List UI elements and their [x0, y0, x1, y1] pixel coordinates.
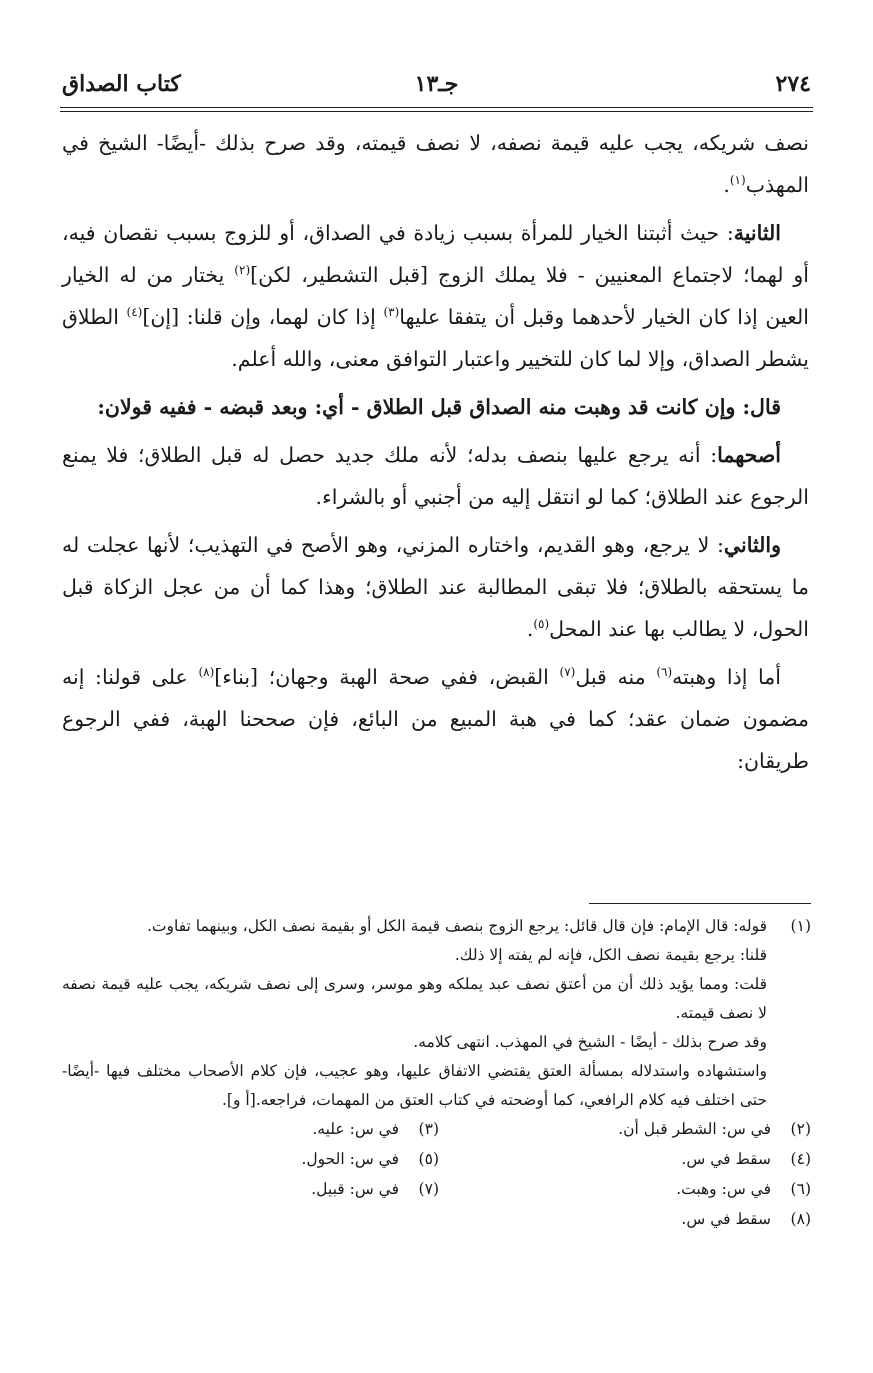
footnote-7	[311, 1175, 439, 1204]
footnote-3-text: في س: عليه.	[312, 1120, 399, 1138]
paragraph-5	[62, 524, 809, 650]
p2-text-d: الطلاق يشطر الصداق، وإلا لما كان للتخيير واعتبار التوافق معنى، والله أعلم.	[62, 305, 809, 371]
footnote-7-number: (٧)	[418, 1180, 439, 1198]
footnote-ref-4[interactable]: (٤)	[126, 305, 143, 320]
paragraph-1	[62, 122, 809, 206]
footnote-5-number: (٥)	[418, 1150, 439, 1168]
paragraph-6	[62, 656, 809, 782]
volume-number: جـ١٣	[414, 71, 459, 97]
p2-text-a: : حيث أثبتنا الخيار للمرأة بسبب زيادة في الصداق، أو للزوج بسبب نقصان فيه، أو لهما؛ لاجتماع المعنيين - فلا يملك الزوج [قبل التشطير، لكن]	[62, 221, 809, 287]
p4-lead: أصحهما	[717, 443, 781, 467]
p6-text-d: على قولنا: إنه مضمون ضمان عقد؛ كما في هبة المبيع من البائع، فإن صححنا الهبة، ففي الرجوع طريقان:	[62, 665, 809, 773]
footnote-ref-5[interactable]: (٥)	[533, 617, 550, 632]
running-header	[60, 64, 813, 104]
footnote-row	[62, 1145, 811, 1175]
footnote-1-line: قلت: ومما يؤيد ذلك أن من أعتق نصف عبد يملكه وهو موسر، وسرى إلى نصف شريكه، يجب عليه قيمة نصفه لا نصف قيمته.	[62, 975, 767, 1022]
footnote-1	[62, 912, 811, 1115]
footnote-8-number: (٨)	[790, 1210, 811, 1228]
footnote-3	[312, 1115, 439, 1144]
p1-text: نصف شريكه، يجب عليه قيمة نصفه، لا نصف قيمته، وقد صرح بذلك -أيضًا- الشيخ في المهذب	[62, 131, 809, 197]
book-title: كتاب الصداق	[62, 71, 181, 97]
p5-lead: والثاني	[723, 533, 781, 557]
header-rule-thick	[60, 111, 813, 112]
footnote-1-number: (١)	[790, 917, 811, 935]
footnote-4-text: سقط في س.	[681, 1150, 771, 1168]
p6-text-b: منه قبل	[575, 665, 657, 689]
footnote-ref-6[interactable]: (٦)	[656, 665, 673, 680]
header-rule-thin	[60, 107, 813, 108]
p2-text-b: يختار من له الخيار العين إذا كان الخيار لأحدهما وقبل أن يتفقا عليها	[62, 263, 809, 329]
footnote-4	[681, 1145, 811, 1174]
footnote-row	[62, 1115, 811, 1145]
footnote-8-text: سقط في س.	[681, 1210, 771, 1228]
footnote-ref-2[interactable]: (٢)	[234, 263, 251, 278]
p5-end: .	[526, 617, 534, 641]
footnote-3-number: (٣)	[418, 1120, 439, 1138]
footnote-ref-1[interactable]: (١)	[729, 173, 746, 188]
footnote-8	[681, 1205, 811, 1234]
footnote-4-number: (٤)	[790, 1150, 811, 1168]
p6-text-a: أما إذا وهبته	[672, 665, 781, 689]
footnote-ref-8[interactable]: (٨)	[198, 665, 215, 680]
p5-text: : لا يرجع، وهو القديم، واختاره المزني، وهو الأصح في التهذيب؛ لأنها عجلت له ما يستحقه بالطلاق؛ فلا تبقى المطالبة عند الطلاق؛ وهذا كما أن من عجل الزكاة قبل الحول، لا يطالب بها عند المحل	[62, 533, 809, 641]
footnote-5	[301, 1145, 439, 1174]
footnote-2-text: في س: الشطر قبل أن.	[618, 1120, 771, 1138]
footnote-1-line: قلنا: يرجع بقيمة نصف الكل، فإنه لم يفته إلا ذلك.	[454, 946, 767, 964]
footnote-row	[62, 1205, 811, 1235]
footnote-1-line: واستشهاده واستدلاله بمسألة العتق يقتضي الاتفاق عليها، وهو عجيب، فإن كلام الأصحاب مختلف فيها -أيضًا- حتى اختلف فيه كلام الرافعي، كما أوضحته في كتاب العتق من المهمات، فراجعه.[أ و].	[62, 1062, 767, 1109]
paragraph-3: قال: وإن كانت قد وهبت منه الصداق قبل الطلاق - أي: وبعد قبضه - ففيه قولان:	[97, 395, 781, 419]
footnote-6	[676, 1175, 811, 1204]
paragraph-2	[62, 212, 809, 380]
footnote-7-text: في س: قبيل.	[311, 1180, 399, 1198]
footnote-1-line: قوله: قال الإمام: فإن قال قائل: يرجع الزوج بنصف قيمة الكل أو بقيمة نصف الكل، وبينهما تفاوت.	[146, 917, 767, 935]
p2-lead: الثانية	[733, 221, 781, 245]
footnotes	[62, 912, 811, 1235]
page-number: ٢٧٤	[775, 71, 811, 97]
footnote-1-line: وقد صرح بذلك - أيضًا - الشيخ في المهذب. انتهى كلامه.	[413, 1033, 767, 1051]
p6-text-c: القبض، ففي صحة الهبة وجهان؛ [بناء]	[214, 665, 560, 689]
footnote-ref-3[interactable]: (٣)	[383, 305, 400, 320]
footnote-6-text: في س: وهبت.	[676, 1180, 771, 1198]
p1-end: .	[723, 173, 730, 197]
main-text	[62, 122, 809, 788]
footnote-row	[62, 1175, 811, 1205]
footnote-separator	[589, 903, 811, 904]
footnote-5-text: في س: الحول.	[301, 1150, 399, 1168]
paragraph-4	[62, 434, 809, 518]
footnote-2	[618, 1115, 811, 1144]
footnote-ref-7[interactable]: (٧)	[559, 665, 576, 680]
p4-text: : أنه يرجع عليها بنصف بدله؛ لأنه ملك جديد حصل له قبل الطلاق؛ فلا يمنع الرجوع عند الطلاق؛ كما لو انتقل إليه من أجنبي أو بالشراء.	[62, 443, 809, 509]
footnote-6-number: (٦)	[790, 1180, 811, 1198]
p2-text-c: إذا كان لهما، وإن قلنا: [إن]	[142, 305, 384, 329]
footnote-2-number: (٢)	[790, 1120, 811, 1138]
